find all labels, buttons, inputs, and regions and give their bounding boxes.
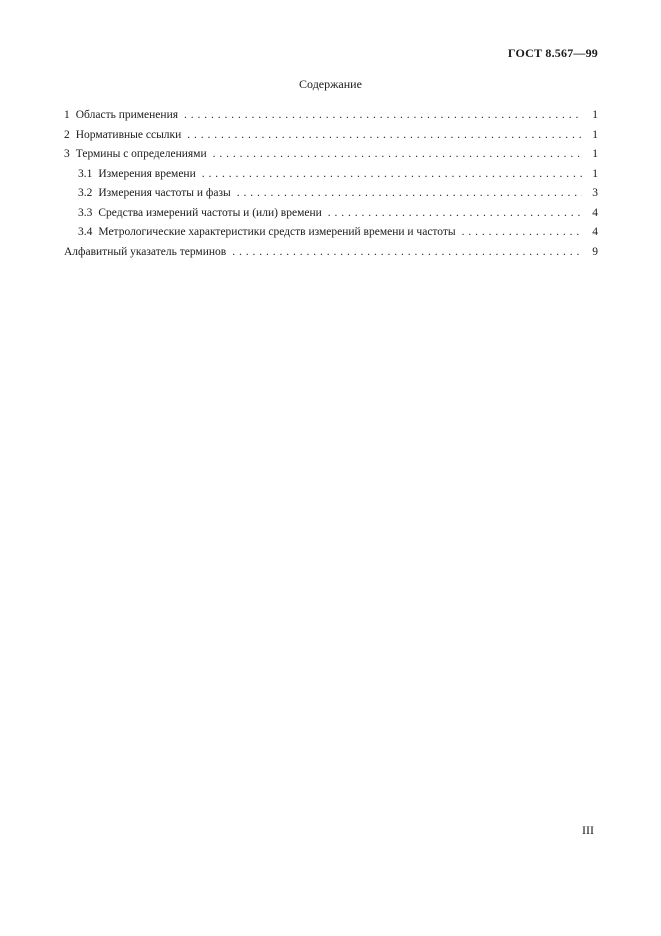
toc-entry-metrological-characteristics[interactable] [64,226,598,246]
toc-entry-number: 3.4 [78,226,93,238]
toc-entry-scope[interactable] [64,109,598,129]
toc-entry-label: Термины с определениями [75,148,207,160]
toc-entry-page: 3 [592,187,598,199]
toc-entry-label: Нормативные ссылки [75,128,182,141]
toc-entry-label: Измерения времени [98,167,196,180]
toc-entry-label: Измерения частоты и фазы [98,187,231,199]
toc-entry-number: 3.2 [78,187,93,199]
toc-leader-dots [202,168,582,180]
toc-entry-normative-references[interactable] [64,129,598,149]
toc-leader-dots [187,129,582,141]
table-of-contents [64,109,598,265]
toc-entry-page: 1 [592,128,598,141]
toc-title: Содержание [299,77,362,91]
toc-entry-label: Алфавитный указатель терминов [64,245,227,258]
toc-leader-dots [328,207,582,219]
toc-leader-dots [462,226,582,238]
toc-leader-dots [213,148,582,160]
toc-leader-dots [184,109,582,121]
toc-entry-number: 3 [64,148,70,160]
toc-entry-terms-definitions[interactable] [64,148,598,168]
toc-entry-label: Область применения [75,109,179,121]
page-number: III [582,823,594,837]
toc-leader-dots [232,246,582,258]
document-code: ГОСТ 8.567—99 [507,46,598,60]
toc-entry-alphabetical-index[interactable] [64,246,598,266]
toc-entry-page: 1 [592,167,598,180]
toc-entry-frequency-phase[interactable] [64,187,598,207]
toc-entry-page: 4 [592,226,598,238]
toc-entry-label: Средства измерений частоты и (или) времени [98,206,322,219]
toc-leader-dots [237,187,582,199]
toc-entry-number: 2 [64,128,70,141]
toc-entry-page: 9 [592,245,598,258]
toc-entry-measuring-instruments[interactable] [64,207,598,227]
toc-entry-time-measurements[interactable] [64,168,598,188]
toc-entry-number: 3.1 [78,167,93,180]
toc-entry-label: Метрологические характеристики средств измерений времени и частоты [98,226,456,238]
toc-entry-page: 1 [592,148,598,160]
toc-entry-number: 3.3 [78,206,93,219]
toc-entry-number: 1 [64,109,70,121]
toc-entry-page: 1 [592,109,598,121]
toc-entry-page: 4 [592,206,598,219]
